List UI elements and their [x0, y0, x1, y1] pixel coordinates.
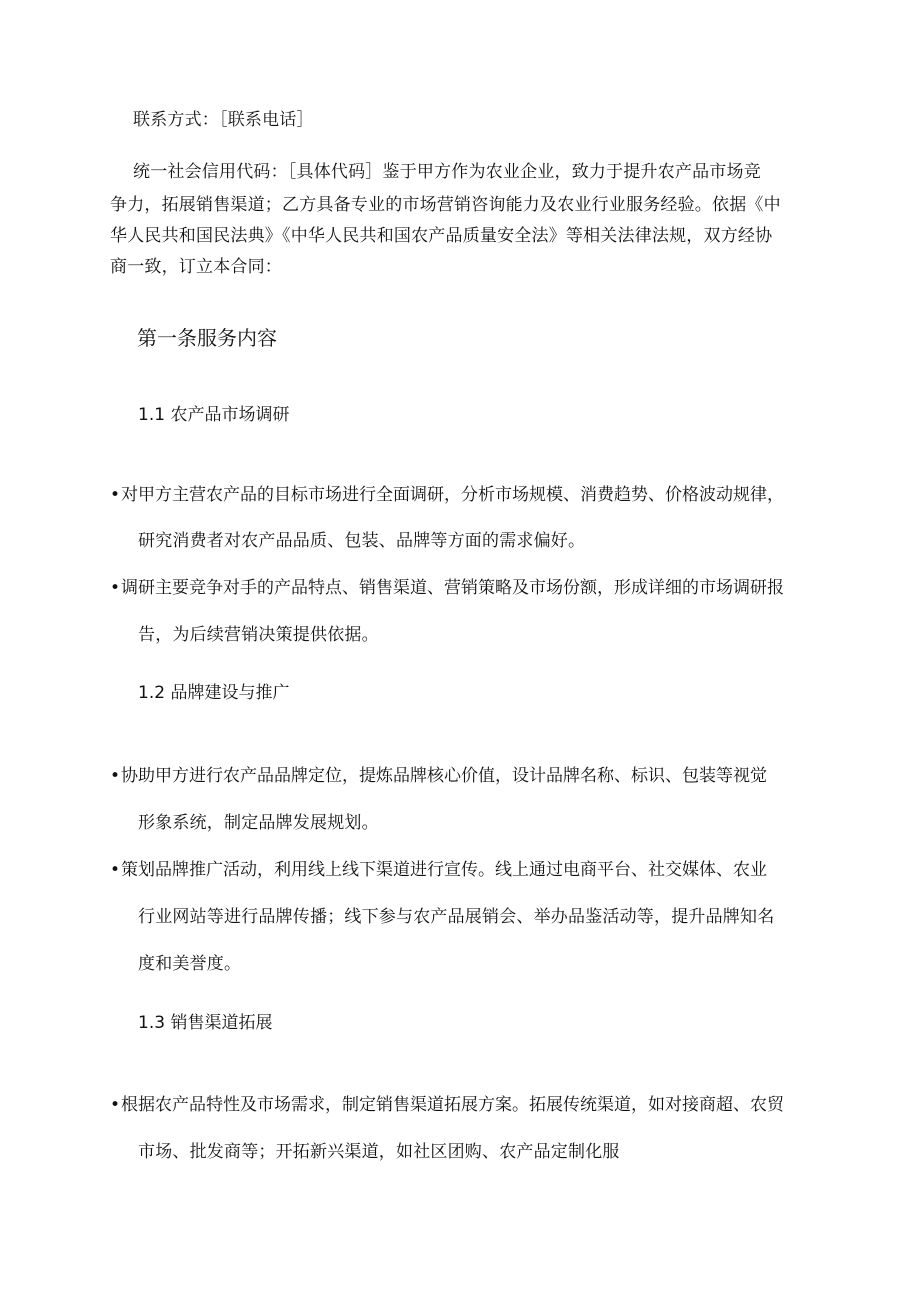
bullet-item [110, 765, 767, 787]
section-title-1-3: 1.3 销售渠道拓展 [138, 1013, 273, 1033]
bullet-continuation-line: 行业网站等进行品牌传播；线下参与农产品展销会、举办品鉴活动等，提升品牌知名 [138, 907, 775, 927]
intro-line-4: 商一致，订立本合同： [110, 257, 282, 277]
bullet-continuation-line: 度和美誉度。 [138, 954, 242, 974]
bullet-item [110, 577, 784, 599]
bullet-item [110, 1094, 784, 1116]
bullet-continuation-line: 告，为后续营销决策提供依据。 [138, 625, 379, 645]
bullet-item [110, 484, 784, 506]
section-title-1-1: 1.1 农产品市场调研 [138, 405, 290, 425]
bullet-item [110, 859, 767, 881]
bullet-marker: • [110, 1095, 121, 1115]
bullet-continuation-line: 形象系统，制定品牌发展规划。 [138, 813, 379, 833]
bullet-continuation-line: 研究消费者对农产品品质、包装、品牌等方面的需求偏好。 [138, 531, 586, 551]
bullet-line: 协助甲方进行农产品品牌定位，提炼品牌核心价值，设计品牌名称、标识、包装等视觉 [121, 766, 768, 786]
bullet-line: 根据农产品特性及市场需求，制定销售渠道拓展方案。拓展传统渠道，如对接商超、农贸 [121, 1095, 785, 1115]
bullet-marker: • [110, 578, 121, 598]
intro-line-3: 华人民共和国民法典》《中华人民共和国农产品质量安全法》等相关法律法规，双方经协 [110, 226, 773, 246]
intro-line-2: 争力，拓展销售渠道；乙方具备专业的市场营销咨询能力及农业行业服务经验。依据《中 [110, 195, 781, 215]
bullet-continuation-line: 市场、批发商等；开拓新兴渠道，如社区团购、农产品定制化服 [138, 1142, 620, 1162]
bullet-marker: • [110, 766, 121, 786]
bullet-line: 调研主要竞争对手的产品特点、销售渠道、营销策略及市场份额，形成详细的市场调研报 [121, 578, 785, 598]
contact-line: 联系方式：［联系电话］ [133, 110, 314, 130]
bullet-marker: • [110, 485, 121, 505]
bullet-marker: • [110, 860, 121, 880]
bullet-line: 策划品牌推广活动，利用线上线下渠道进行宣传。线上通过电商平台、社交媒体、农业 [121, 860, 768, 880]
bullet-line: 对甲方主营农产品的目标市场进行全面调研，分析市场规模、消费趋势、价格波动规律， [121, 485, 785, 505]
intro-line-1: 统一社会信用代码：［具体代码］鉴于甲方作为农业企业，致力于提升农产品市场竞 [133, 162, 761, 182]
article-title: 第一条服务内容 [137, 326, 277, 350]
section-title-1-2: 1.2 品牌建设与推广 [138, 683, 290, 703]
